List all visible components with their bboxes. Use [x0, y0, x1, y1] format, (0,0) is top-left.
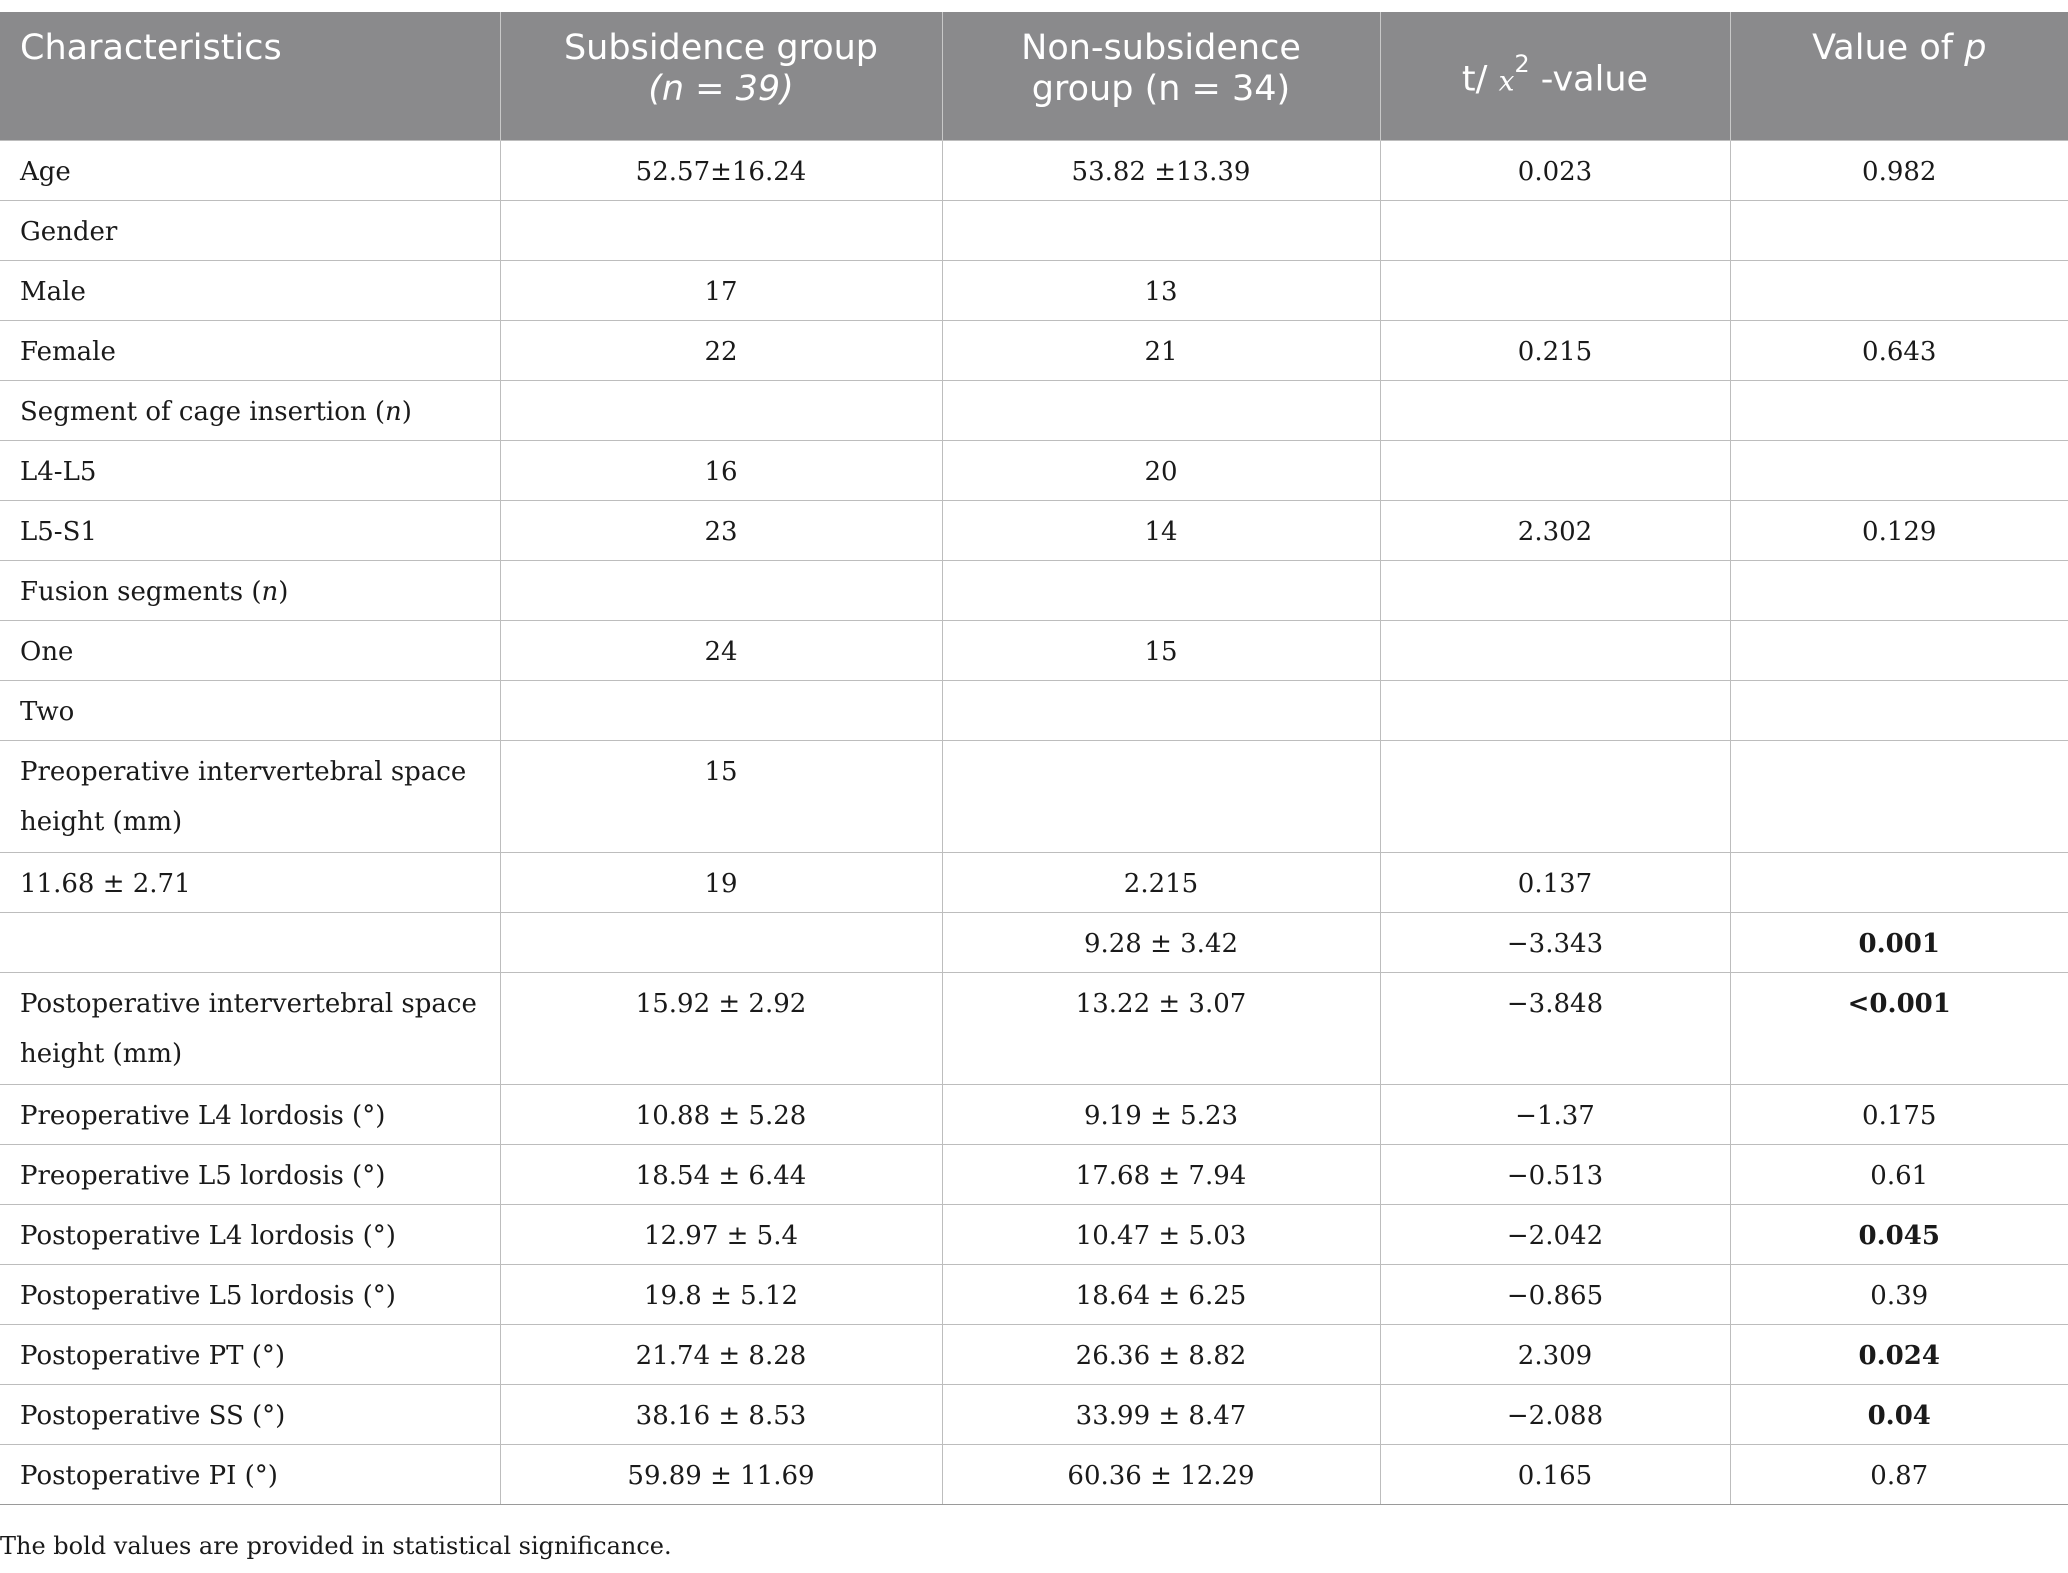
p-value-cell [1730, 853, 2068, 913]
characteristic-cell: Postoperative intervertebral space height (mm) [0, 973, 500, 1085]
non-subsidence-cell: 14 [942, 501, 1380, 561]
p-value-cell: <0.001 [1730, 973, 2068, 1085]
non-subsidence-cell [942, 381, 1380, 441]
characteristic-cell: Preoperative L4 lordosis (°) [0, 1085, 500, 1145]
header-stat-prefix: t/ [1461, 59, 1499, 100]
p-value-cell: 0.024 [1730, 1325, 2068, 1385]
header-p-prefix: Value of [1812, 28, 1965, 68]
characteristic-cell: L4-L5 [0, 441, 500, 501]
p-value-cell [1730, 441, 2068, 501]
subsidence-cell: 12.97 ± 5.4 [500, 1205, 942, 1265]
table-row [0, 321, 2068, 381]
subsidence-cell: 38.16 ± 8.53 [500, 1385, 942, 1445]
table-row [0, 1445, 2068, 1505]
table-row [0, 741, 2068, 853]
subsidence-cell [500, 681, 942, 741]
p-value-cell [1730, 741, 2068, 853]
non-subsidence-cell: 26.36 ± 8.82 [942, 1325, 1380, 1385]
non-subsidence-cell: 9.28 ± 3.42 [942, 913, 1380, 973]
characteristic-cell: 11.68 ± 2.71 [0, 853, 500, 913]
statistic-cell [1380, 561, 1730, 621]
statistic-cell: 2.302 [1380, 501, 1730, 561]
subsidence-cell: 19.8 ± 5.12 [500, 1265, 942, 1325]
subsidence-cell: 21.74 ± 8.28 [500, 1325, 942, 1385]
table-row [0, 381, 2068, 441]
subsidence-cell: 22 [500, 321, 942, 381]
statistic-cell: −3.848 [1380, 973, 1730, 1085]
statistic-cell: −2.088 [1380, 1385, 1730, 1445]
header-subsidence-group [500, 12, 942, 141]
subsidence-cell [500, 913, 942, 973]
table-row [0, 1325, 2068, 1385]
table-footnote: The bold values are provided in statistical significance. [0, 1532, 672, 1560]
non-subsidence-cell: 18.64 ± 6.25 [942, 1265, 1380, 1325]
statistic-cell: 0.165 [1380, 1445, 1730, 1505]
p-value-cell [1730, 561, 2068, 621]
subsidence-cell: 59.89 ± 11.69 [500, 1445, 942, 1505]
p-value-cell [1730, 261, 2068, 321]
table-row [0, 1145, 2068, 1205]
table-row [0, 201, 2068, 261]
table-row [0, 261, 2068, 321]
subsidence-cell: 24 [500, 621, 942, 681]
header-non-subsidence-line2: group (n = 34) [1031, 69, 1291, 109]
table-row [0, 853, 2068, 913]
statistic-cell [1380, 681, 1730, 741]
statistic-cell [1380, 261, 1730, 321]
non-subsidence-cell: 20 [942, 441, 1380, 501]
header-non-subsidence-line1: Non-subsidence [1021, 28, 1301, 68]
non-subsidence-cell: 9.19 ± 5.23 [942, 1085, 1380, 1145]
header-subsidence-label: Subsidence group [563, 28, 879, 68]
characteristic-cell: One [0, 621, 500, 681]
characteristic-cell: Fusion segments (n) [0, 561, 500, 621]
statistic-cell: −2.042 [1380, 1205, 1730, 1265]
characteristic-cell [0, 913, 500, 973]
table-row [0, 1085, 2068, 1145]
characteristic-cell: Two [0, 681, 500, 741]
characteristic-cell: Postoperative L4 lordosis (°) [0, 1205, 500, 1265]
characteristic-cell: Age [0, 141, 500, 201]
results-table-container [0, 12, 2068, 1505]
table-row [0, 561, 2068, 621]
n-symbol: n [385, 397, 402, 427]
non-subsidence-cell: 13 [942, 261, 1380, 321]
table-row [0, 913, 2068, 973]
non-subsidence-cell: 33.99 ± 8.47 [942, 1385, 1380, 1445]
non-subsidence-cell: 21 [942, 321, 1380, 381]
statistic-cell: 0.137 [1380, 853, 1730, 913]
characteristic-cell: Preoperative L5 lordosis (°) [0, 1145, 500, 1205]
p-value-cell: 0.129 [1730, 501, 2068, 561]
characteristic-cell: Segment of cage insertion (n) [0, 381, 500, 441]
header-stat-suffix: -value [1529, 59, 1649, 100]
non-subsidence-cell: 15 [942, 621, 1380, 681]
p-value-cell: 0.61 [1730, 1145, 2068, 1205]
statistic-cell: 0.215 [1380, 321, 1730, 381]
table-row [0, 681, 2068, 741]
p-value-cell: 0.982 [1730, 141, 2068, 201]
characteristic-cell: Gender [0, 201, 500, 261]
statistic-cell: −0.513 [1380, 1145, 1730, 1205]
results-table [0, 12, 2068, 1505]
non-subsidence-cell: 53.82 ±13.39 [942, 141, 1380, 201]
subsidence-cell: 52.57±16.24 [500, 141, 942, 201]
statistic-cell [1380, 441, 1730, 501]
header-statistic [1380, 12, 1730, 141]
subsidence-cell [500, 201, 942, 261]
non-subsidence-cell [942, 681, 1380, 741]
table-row [0, 973, 2068, 1085]
non-subsidence-cell [942, 741, 1380, 853]
subsidence-cell: 10.88 ± 5.28 [500, 1085, 942, 1145]
subsidence-cell: 16 [500, 441, 942, 501]
statistic-cell [1380, 621, 1730, 681]
header-p-value [1730, 12, 2068, 141]
p-value-cell: 0.001 [1730, 913, 2068, 973]
non-subsidence-cell [942, 201, 1380, 261]
subsidence-cell: 17 [500, 261, 942, 321]
header-stat-sup: 2 [1514, 50, 1530, 79]
subsidence-cell [500, 381, 942, 441]
table-row [0, 441, 2068, 501]
table-row [0, 1265, 2068, 1325]
statistic-cell: −1.37 [1380, 1085, 1730, 1145]
header-row [0, 12, 2068, 141]
statistic-cell [1380, 201, 1730, 261]
p-value-cell [1730, 621, 2068, 681]
subsidence-cell [500, 561, 942, 621]
characteristic-cell: Preoperative intervertebral space height (mm) [0, 741, 500, 853]
p-value-cell [1730, 201, 2068, 261]
n-symbol: n [261, 577, 279, 607]
non-subsidence-cell: 2.215 [942, 853, 1380, 913]
statistic-cell: 2.309 [1380, 1325, 1730, 1385]
subsidence-cell: 19 [500, 853, 942, 913]
statistic-cell: −3.343 [1380, 913, 1730, 973]
table-row [0, 1385, 2068, 1445]
characteristic-cell: Postoperative PI (°) [0, 1445, 500, 1505]
non-subsidence-cell: 10.47 ± 5.03 [942, 1205, 1380, 1265]
subsidence-cell: 23 [500, 501, 942, 561]
subsidence-cell: 15 [500, 741, 942, 853]
header-p-symbol: p [1964, 28, 1987, 68]
p-value-cell: 0.87 [1730, 1445, 2068, 1505]
characteristic-cell: Female [0, 321, 500, 381]
header-non-subsidence-group [942, 12, 1380, 141]
subsidence-cell: 18.54 ± 6.44 [500, 1145, 942, 1205]
statistic-cell [1380, 381, 1730, 441]
characteristic-cell: Postoperative PT (°) [0, 1325, 500, 1385]
table-row [0, 501, 2068, 561]
table-row [0, 621, 2068, 681]
p-value-cell [1730, 681, 2068, 741]
p-value-cell: 0.04 [1730, 1385, 2068, 1445]
p-value-cell [1730, 381, 2068, 441]
non-subsidence-cell: 17.68 ± 7.94 [942, 1145, 1380, 1205]
non-subsidence-cell: 13.22 ± 3.07 [942, 973, 1380, 1085]
subsidence-cell: 15.92 ± 2.92 [500, 973, 942, 1085]
statistic-cell: −0.865 [1380, 1265, 1730, 1325]
non-subsidence-cell: 60.36 ± 12.29 [942, 1445, 1380, 1505]
table-row [0, 1205, 2068, 1265]
non-subsidence-cell [942, 561, 1380, 621]
characteristic-cell: Male [0, 261, 500, 321]
p-value-cell: 0.045 [1730, 1205, 2068, 1265]
characteristic-cell: Postoperative L5 lordosis (°) [0, 1265, 500, 1325]
characteristic-cell: Postoperative SS (°) [0, 1385, 500, 1445]
table-row [0, 141, 2068, 201]
table-body [0, 141, 2068, 1505]
header-stat-symbol: x [1498, 64, 1515, 98]
p-value-cell: 0.175 [1730, 1085, 2068, 1145]
header-characteristics: Characteristics [0, 12, 500, 141]
statistic-cell [1380, 741, 1730, 853]
p-value-cell: 0.643 [1730, 321, 2068, 381]
characteristic-cell: L5-S1 [0, 501, 500, 561]
statistic-cell: 0.023 [1380, 141, 1730, 201]
table-header [0, 12, 2068, 141]
p-value-cell: 0.39 [1730, 1265, 2068, 1325]
header-subsidence-n: (n = 39) [648, 69, 794, 109]
